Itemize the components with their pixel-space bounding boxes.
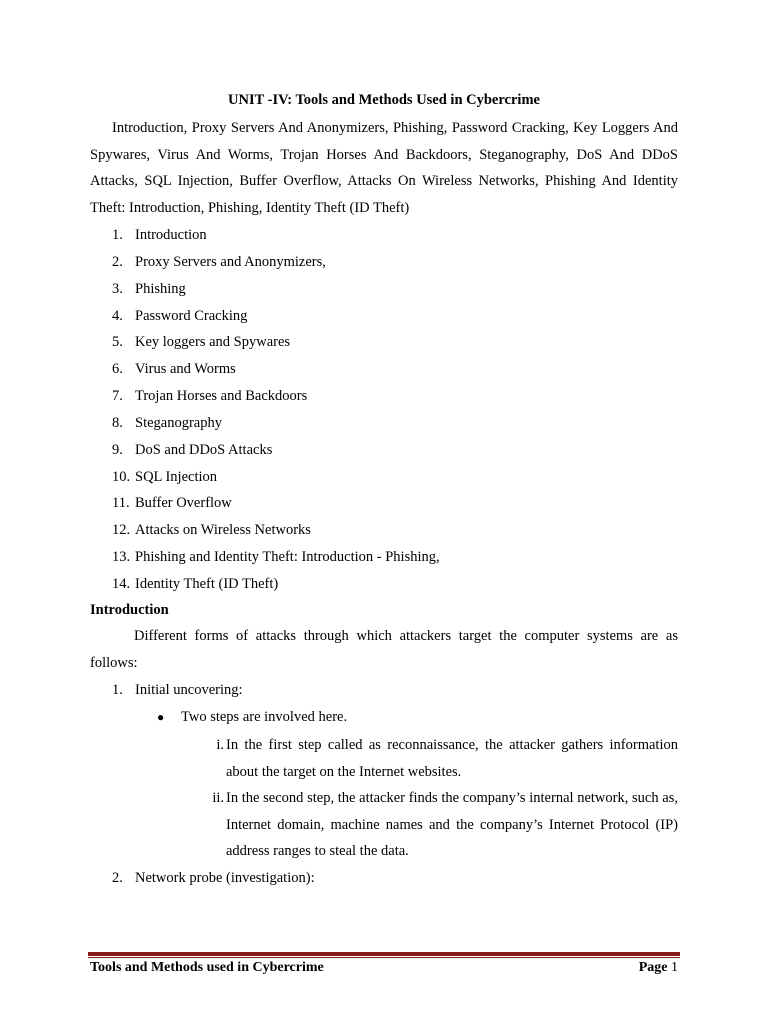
topic-list [112,222,440,598]
topic-label: Virus and Worms [135,361,236,378]
topic-number: 11. [112,495,130,512]
topic-number: 9. [112,441,123,458]
topic-number: 12. [112,522,131,539]
topic-number: 2. [112,253,123,270]
topic-item [112,517,440,544]
step-item [112,677,243,704]
step-label: Network probe (investigation): [135,870,315,886]
topic-item [112,490,440,517]
topic-label: Password Cracking [135,307,248,324]
bullet-dot-icon: ● [157,710,165,724]
intro-paragraph [90,115,678,222]
topic-label: Buffer Overflow [135,495,232,512]
page-number [639,960,678,976]
topic-item [112,249,440,276]
topic-number: 6. [112,361,123,378]
topic-number: 3. [112,280,123,297]
topic-label: SQL Injection [135,468,218,485]
section-heading: Introduction [90,602,169,618]
topic-label: Steganography [135,414,222,431]
topic-item [112,571,440,598]
topic-item [112,464,440,491]
topic-number: 7. [112,388,123,405]
topic-item [112,383,440,410]
topic-number: 13. [112,549,131,566]
intro-paragraph-text: Introduction, Proxy Servers And Anonymizers, Phishing, Password Cracking, Key Loggers And Spywares, Virus And Worms, Trojan Horses And Backdoors, Steganography, DoS And DDoS Attacks, SQL Injection, Buffer Overflow, Attacks On Wireless Networks, Phishing And Identity Theft: Introduction, Phishing, Identity Theft (ID Theft) [90,120,678,217]
bullet-text: Two steps are involved here. [181,709,348,725]
topic-number: 5. [112,334,123,351]
sub-item [198,785,678,865]
page-label: Page [638,960,668,975]
step-number: 1. [112,682,123,698]
footer-rule [88,952,680,956]
page-number-value: 1 [671,960,678,975]
sub-item [198,732,678,785]
topic-item [112,410,440,437]
topic-label: Key loggers and Spywares [135,334,291,351]
section-paragraph [90,623,678,676]
topic-label: Proxy Servers and Anonymizers, [135,253,326,270]
topic-number: 4. [112,307,123,324]
sub-item-text: In the first step called as reconnaissance, the attacker gathers information about the target on the Internet websites. [226,737,678,780]
topic-label: Attacks on Wireless Networks [135,522,311,539]
topic-label: Introduction [135,227,207,243]
topic-item [112,437,440,464]
topic-label: DoS and DDoS Attacks [135,441,273,458]
topic-label: Phishing [135,280,186,297]
step-label: Initial uncovering: [135,682,243,698]
step-number: 2. [112,870,123,886]
topic-label: Trojan Horses and Backdoors [135,388,308,405]
sub-item-marker: i. [216,737,224,753]
sub-item-marker: ii. [212,790,224,806]
bullet-item [157,704,347,731]
topic-number: 10. [112,468,131,485]
page-title: UNIT -IV: Tools and Methods Used in Cybercrime [228,92,540,108]
topic-item [112,276,440,303]
topic-item [112,303,440,330]
sub-item-text: In the second step, the attacker finds the company’s internal network, such as, Internet domain, machine names and the company’s Internet Protocol (IP) address ranges to steal the data. [226,790,678,860]
topic-item [112,356,440,383]
footer-title: Tools and Methods used in Cybercrime [90,960,324,975]
topic-item [112,222,440,249]
topic-number: 14. [112,575,131,592]
topic-number: 8. [112,414,123,431]
topic-item [112,329,440,356]
topic-label: Phishing and Identity Theft: Introduction - Phishing, [135,549,440,566]
topic-item [112,544,440,571]
section-paragraph-text: Different forms of attacks through which attackers target the computer systems are as follows: [90,628,678,671]
footer-rule-thin [88,957,680,958]
topic-number: 1. [112,227,123,243]
step-item [112,865,315,892]
topic-label: Identity Theft (ID Theft) [135,575,279,592]
